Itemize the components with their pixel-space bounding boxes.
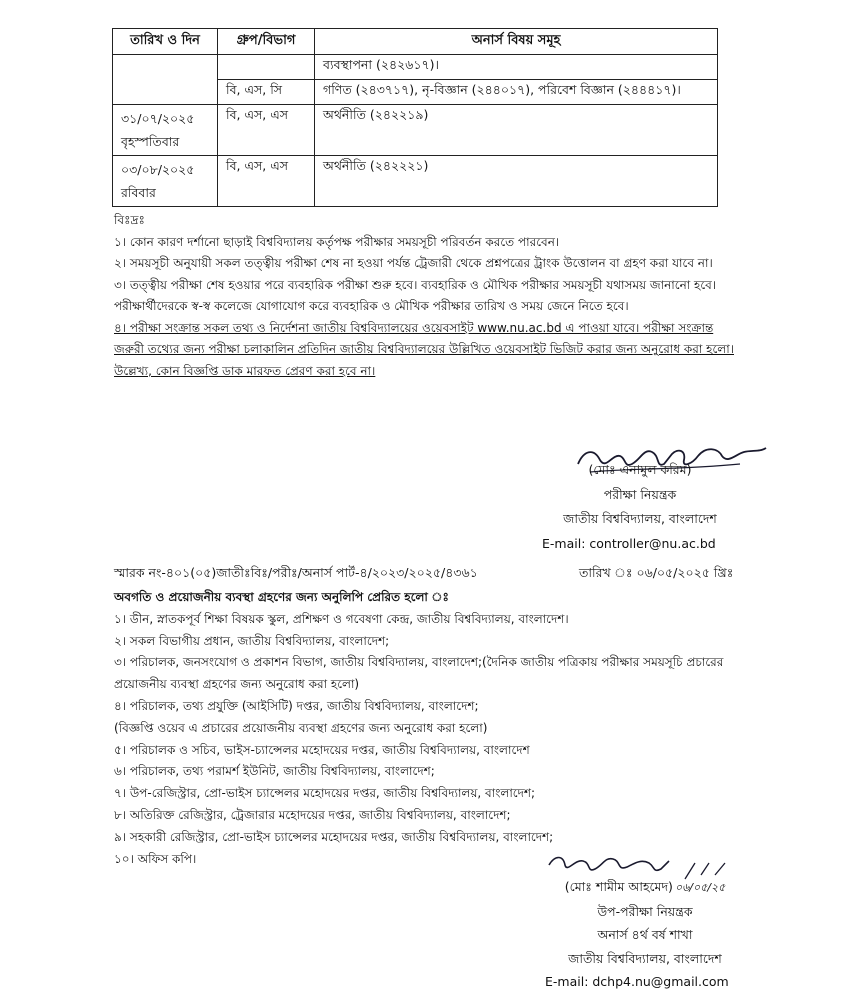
note-line: ৪। পরীক্ষা সংক্রান্ত সকল তথ্য ও নির্দেশনা জাতীয় বিশ্ববিদ্যালয়ের ওয়েবসাইট www.nu.ac.bd এ পাওয়া যাবে। পরীক্ষা সংক্রান্ত — [114, 320, 714, 335]
copy-list-item: ৮। অতিরিক্ত রেজিস্ট্রার, ট্রেজারার মহোদয়ের দপ্তর, জাতীয় বিশ্ববিদ্যালয়, বাংলাদেশ; — [114, 807, 511, 822]
note-line: ২। সময়সূচী অনুযায়ী সকল তত্ত্বীয় পরীক্ষা শেষ না হওয়া পর্যন্ত ট্রেজারী থেকে প্রশ্নপত্রের ট্রাংক উত্তোলন বা গ্রহণ করা যাবে না। — [114, 256, 713, 270]
notes-section — [114, 210, 734, 382]
signatory-org: জাতীয় বিশ্ববিদ্যালয়, বাংলাদেশ — [568, 950, 722, 966]
copy-list-item: ৬। পরিচালক, তথ্য পরামর্শ ইউনিট, জাতীয় বিশ্ববিদ্যালয়, বাংলাদেশ; — [114, 764, 435, 779]
subjects-cell: গণিত (২৪৩৭১৭), নৃ-বিজ্ঞান (২৪৪০১৭), পরিবেশ বিজ্ঞান (২৪৪৪১৭)। — [315, 80, 718, 105]
exam-schedule-table — [112, 28, 718, 207]
table-header-row — [113, 29, 718, 55]
copy-list-heading: অবগতি ও প্রয়োজনীয় ব্যবস্থা গ্রহণের জন্য অনুলিপি প্রেরিত হলো ঃ — [114, 590, 449, 604]
date-cell — [113, 105, 218, 156]
copy-list-item: ৭। উপ-রেজিস্ট্রার, প্রো-ভাইস চ্যান্সেলর মহোদয়ের দপ্তর, জাতীয় বিশ্ববিদ্যালয়, বাংলাদেশ; — [114, 786, 536, 801]
copy-list — [114, 587, 744, 870]
group-cell: বি, এস, এস — [218, 105, 315, 156]
date-text: ৩১/০৭/২০২৫ — [121, 111, 195, 126]
date-cell — [113, 156, 218, 207]
signatory-email: E-mail: controller@nu.ac.bd — [542, 535, 716, 551]
signatory-email: E-mail: dchp4.nu@gmail.com — [545, 974, 729, 989]
subjects-cell: অর্থনীতি (২৪২২২১) — [315, 156, 718, 207]
signatory-name: (মোঃ এনামুল করিম) — [588, 462, 692, 477]
copy-list-item: (বিজ্ঞপ্তি ওয়েব এ প্রচারের প্রয়োজনীয় ব্যবস্থা গ্রহণের জন্য অনুরোধ করা হলো) — [114, 720, 488, 735]
controller-signature-block — [540, 458, 740, 556]
notes-heading: বিঃদ্রঃ — [114, 213, 145, 227]
copy-list-item: ১০। অফিস কপি। — [114, 851, 197, 866]
signature-date: ০৬/০৫/২৫ — [674, 881, 726, 894]
note-line: ৩। তত্ত্বীয় পরীক্ষা শেষ হওয়ার পরে ব্যবহারিক পরীক্ষা শুরু হবে। ব্যবহারিক ও মৌখিক পরীক্ষার সময়সূচী যথাসময় জানানো হবে। — [114, 277, 717, 292]
subjects-cell: ব্যবস্থাপনা (২৪২৬১৭)। — [315, 55, 718, 80]
signatory-name: (মোঃ শামীম আহমেদ) — [564, 879, 673, 894]
copy-list-item: প্রয়োজনীয় ব্যবস্থা গ্রহণের জন্য অনুরোধ করা হলো) — [114, 677, 360, 692]
note-line: পরীক্ষার্থীদেরকে স্ব-স্ব কলেজে যোগাযোগ করে ব্যবহারিক ও মৌখিক পরীক্ষার তারিখ ও সময় জেনে নিতে হবে। — [114, 299, 629, 313]
header-group: গ্রুপ/বিভাগ — [218, 29, 315, 55]
group-cell: বি, এস, এস — [218, 156, 315, 207]
header-subjects: অনার্স বিষয় সমূহ — [315, 29, 718, 55]
copy-list-item: ৪। পরিচালক, তথ্য প্রযুক্তি (আইসিটি) দপ্তর, জাতীয় বিশ্ববিদ্যালয়, বাংলাদেশ; — [114, 698, 479, 713]
copy-list-item: ২। সকল বিভাগীয় প্রধান, জাতীয় বিশ্ববিদ্যালয়, বাংলাদেশ; — [114, 633, 390, 648]
date-cell — [113, 55, 218, 105]
deputy-controller-signature-block — [545, 875, 745, 994]
memo-reference: স্মারক নং-৪০১(০৫)জাতীঃবিঃ/পরীঃ/অনার্স পার্ট-৪/২০২৩/২০২৫/৪৩৬১ — [114, 565, 478, 580]
day-text: রবিবার — [121, 185, 156, 200]
note-line: উল্লেখ্য, কোন বিজ্ঞপ্তি ডাক মারফত প্রেরণ করা হবে না। — [114, 363, 376, 378]
copy-list-item: ১। ডীন, স্নাতকপূর্ব শিক্ষা বিষয়ক স্কুল, প্রশিক্ষণ ও গবেষণা কেন্দ্র, জাতীয় বিশ্ববিদ্যালয়, বাংলাদেশ। — [114, 611, 569, 626]
header-date-day: তারিখ ও দিন — [113, 29, 218, 55]
signatory-department: অনার্স ৪র্থ বর্ষ শাখা — [597, 927, 693, 942]
signatory-title: পরীক্ষা নিয়ন্ত্রক — [603, 486, 677, 502]
day-text: বৃহস্পতিবার — [121, 134, 180, 149]
copy-list-item: ৫। পরিচালক ও সচিব, ভাইস-চ্যান্সেলর মহোদয়ের দপ্তর, জাতীয় বিশ্ববিদ্যালয়, বাংলাদেশ — [114, 742, 530, 757]
subjects-cell: অর্থনীতি (২৪২২১৯) — [315, 105, 718, 156]
table-row — [113, 156, 718, 207]
date-text: ০৩/০৮/২০২৫ — [121, 162, 195, 177]
copy-list-item: ৯। সহকারী রেজিস্ট্রার, প্রো-ভাইস চ্যান্সেলর মহোদয়ের দপ্তর, জাতীয় বিশ্ববিদ্যালয়, বাংলাদেশ; — [114, 829, 554, 844]
copy-list-item: ৩। পরিচালক, জনসংযোগ ও প্রকাশন বিভাগ, জাতীয় বিশ্ববিদ্যালয়, বাংলাদেশ;(দৈনিক জাতীয় পত্রিকায় পরীক্ষার সময়সূচি প্রচারের — [114, 655, 724, 670]
group-cell: বি, এস, সি — [218, 80, 315, 105]
table-row — [113, 55, 718, 80]
group-cell — [218, 55, 315, 80]
signatory-name-line — [545, 875, 745, 900]
signatory-org: জাতীয় বিশ্ববিদ্যালয়, বাংলাদেশ — [563, 511, 717, 526]
table-row — [113, 105, 718, 156]
signatory-title: উপ-পরীক্ষা নিয়ন্ত্রক — [597, 903, 693, 919]
memo-date: তারিখ ঃ ০৬/০৫/২০২৫ খ্রিঃ — [579, 565, 734, 580]
note-line: জরুরী তথ্যের জন্য পরীক্ষা চলাকালিন প্রতিদিন জাতীয় বিশ্ববিদ্যালয়ের উল্লিখিত ওয়েবসাইট ভিজিট করার জন্য অনুরোধ করা হলো। — [114, 342, 734, 356]
note-line: ১। কোন কারণ দর্শানো ছাড়াই বিশ্ববিদ্যালয় কর্তৃপক্ষ পরীক্ষার সময়সূচী পরিবর্তন করতে পারবেন। — [114, 234, 560, 249]
